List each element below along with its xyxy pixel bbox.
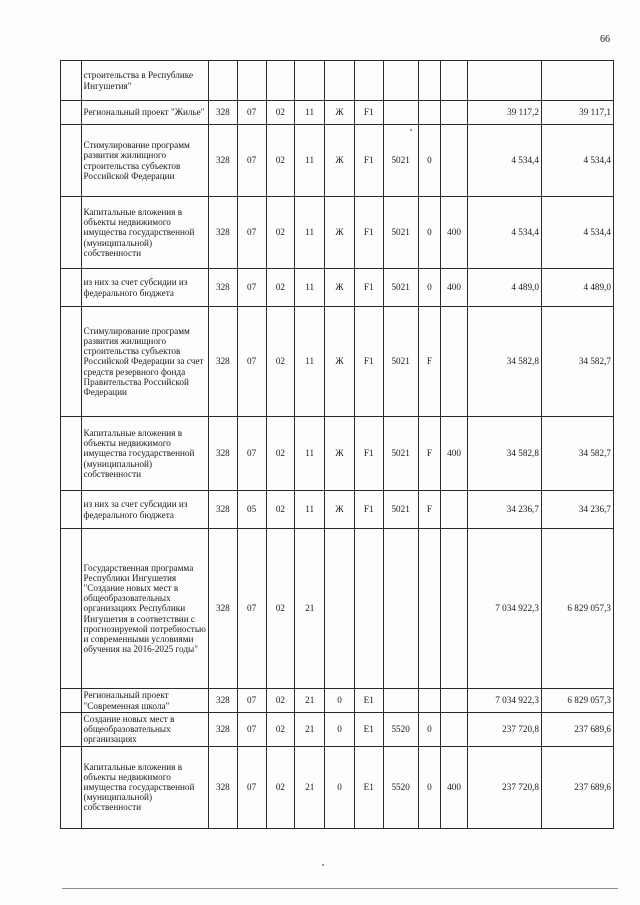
row-code-c6: E1 [354,746,383,828]
row-amount-v2: 237 689,6 [541,746,613,828]
row-code-c2: 07 [237,746,266,828]
row-name: Капитальные вложения в объекты недвижимого имущества государственной (муниципальной) собственности [81,746,208,828]
row-code-c7: 5021 [383,269,418,307]
row-code-c8: 0 [418,197,441,269]
row-amount-v1: 237 720,8 [467,746,541,828]
row-code-c5: Ж [325,125,355,197]
row-amount-v2: 34 582,7 [541,417,613,491]
row-amount-v1: 39 117,2 [467,101,541,125]
row-code-c2: 07 [237,101,266,125]
row-code-c1: 328 [209,307,238,417]
budget-table [60,60,614,829]
row-margin-cell [61,197,82,269]
row-amount-v2: 4 534,4 [541,125,613,197]
row-margin-cell [61,125,82,197]
row-code-c6 [354,529,383,689]
row-name: Создание новых мест в общеобразовательных организациях [81,713,208,747]
row-code-c5: Ж [325,101,355,125]
table-row [61,307,614,417]
row-amount-v2: 6 829 057,3 [541,529,613,689]
row-code-c7: 5021 [383,491,418,529]
table-body [61,61,614,829]
row-code-c5 [325,529,355,689]
row-name: из них за счет субсидии из федерального бюджета [81,269,208,307]
row-code-c1: 328 [209,125,238,197]
row-code-c6: F1 [354,307,383,417]
table-row [61,713,614,747]
row-code-c2: 07 [237,269,266,307]
row-margin-cell [61,417,82,491]
row-code-c3: 02 [266,101,295,125]
row-code-c8: F [418,491,441,529]
row-code-c1: 328 [209,101,238,125]
row-code-c2: 07 [237,713,266,747]
page-bottom-rule [62,888,618,889]
row-code-c7 [383,689,418,713]
row-amount-v1: 4 534,4 [467,197,541,269]
row-code-c1: 328 [209,269,238,307]
row-code-c2: 07 [237,197,266,269]
row-margin-cell [61,689,82,713]
row-code-c3: 02 [266,307,295,417]
row-code-c3: 02 [266,269,295,307]
row-code-c3: 02 [266,197,295,269]
row-amount-v1: 34 582,8 [467,307,541,417]
row-code-c4: 11 [295,269,325,307]
row-amount-v1: 237 720,8 [467,713,541,747]
row-name: Капитальные вложения в объекты недвижимого имущества государственной (муниципальной) собственности [81,197,208,269]
row-code-c9 [441,125,468,197]
row-code-c8: 0 [418,746,441,828]
row-code-c7: 5021 [383,197,418,269]
page-number: 66 [600,34,610,45]
table-row [61,61,614,101]
row-code-c3: 02 [266,689,295,713]
row-code-c6: F1 [354,101,383,125]
row-code-c6: F1 [354,491,383,529]
row-code-c5: 0 [325,713,355,747]
row-code-c8: F [418,307,441,417]
row-margin-cell [61,269,82,307]
row-code-c8: 0 [418,269,441,307]
row-code-c7 [383,529,418,689]
row-amount-v1: 34 582,8 [467,417,541,491]
row-code-c9: 400 [441,197,468,269]
row-name: Региональный проект "Современная школа" [81,689,208,713]
row-name: Региональный проект "Жилье" [81,101,208,125]
row-code-c7: 5520 [383,713,418,747]
row-code-c6: F1 [354,417,383,491]
row-code-c2: 07 [237,125,266,197]
row-code-c1 [209,61,238,101]
row-margin-cell [61,491,82,529]
row-code-c8: F [418,417,441,491]
row-code-c7: 5021 [383,417,418,491]
table-row [61,529,614,689]
table-row [61,746,614,828]
row-amount-v2: 6 829 057,3 [541,689,613,713]
row-code-c4: 21 [295,746,325,828]
row-amount-v1 [467,61,541,101]
row-code-c1: 328 [209,197,238,269]
row-code-c1: 328 [209,713,238,747]
row-code-c1: 328 [209,417,238,491]
row-code-c5: Ж [325,269,355,307]
row-code-c6 [354,61,383,101]
row-code-c4: 21 [295,713,325,747]
row-code-c9 [441,529,468,689]
row-code-c9 [441,713,468,747]
row-amount-v2: 4 489,0 [541,269,613,307]
row-code-c5: Ж [325,197,355,269]
row-margin-cell [61,529,82,689]
row-amount-v1: 7 034 922,3 [467,529,541,689]
table-row [61,197,614,269]
row-margin-cell [61,307,82,417]
row-code-c2: 07 [237,529,266,689]
row-code-c1: 328 [209,529,238,689]
row-code-c5 [325,61,355,101]
row-code-c4: 11 [295,197,325,269]
row-code-c2 [237,61,266,101]
row-code-c7: 5021 [383,307,418,417]
scan-speck [322,864,324,866]
row-code-c3 [266,61,295,101]
row-code-c3: 02 [266,491,295,529]
row-code-c8 [418,101,441,125]
row-code-c5: Ж [325,417,355,491]
row-code-c9 [441,61,468,101]
row-code-c8 [418,529,441,689]
row-code-c3: 02 [266,417,295,491]
row-amount-v2: 39 117,1 [541,101,613,125]
row-code-c2: 07 [237,307,266,417]
row-code-c9 [441,689,468,713]
row-margin-cell [61,61,82,101]
row-code-c8: 0 [418,713,441,747]
row-code-c7: 5520 [383,746,418,828]
row-code-c5: 0 [325,689,355,713]
row-margin-cell [61,713,82,747]
row-code-c6: F1 [354,197,383,269]
row-code-c8 [418,689,441,713]
row-code-c9 [441,307,468,417]
row-margin-cell [61,746,82,828]
row-code-c4: 21 [295,689,325,713]
table-row [61,491,614,529]
row-code-c2: 07 [237,689,266,713]
row-code-c9: 400 [441,269,468,307]
row-code-c5: 0 [325,746,355,828]
row-code-c6: E1 [354,713,383,747]
row-amount-v1: 7 034 922,3 [467,689,541,713]
row-code-c5: Ж [325,307,355,417]
row-code-c1: 328 [209,689,238,713]
row-code-c2: 07 [237,417,266,491]
row-code-c7 [383,101,418,125]
row-code-c4: 11 [295,101,325,125]
row-code-c3: 02 [266,746,295,828]
table-row [61,125,614,197]
scan-speck [410,129,412,131]
row-code-c4 [295,61,325,101]
row-name: Стимулирование программ развития жилищного строительства субъектов Российской Федерации за счет средств резервного фонда Правительства Российской Федерации [81,307,208,417]
row-amount-v2 [541,61,613,101]
table-row [61,101,614,125]
row-code-c4: 21 [295,529,325,689]
row-amount-v1: 4 489,0 [467,269,541,307]
row-code-c1: 328 [209,491,238,529]
row-code-c9 [441,491,468,529]
row-code-c9 [441,101,468,125]
row-name: из них за счет субсидии из федерального бюджета [81,491,208,529]
row-code-c6: F1 [354,125,383,197]
row-code-c3: 02 [266,125,295,197]
row-code-c2: 05 [237,491,266,529]
row-amount-v1: 34 236,7 [467,491,541,529]
row-code-c9: 400 [441,417,468,491]
row-code-c7 [383,61,418,101]
row-name: строительства в Республике Ингушетия" [81,61,208,101]
row-code-c3: 02 [266,713,295,747]
row-code-c1: 328 [209,746,238,828]
row-code-c7: 5021 [383,125,418,197]
row-code-c6: E1 [354,689,383,713]
row-code-c4: 11 [295,417,325,491]
row-amount-v2: 34 236,7 [541,491,613,529]
row-code-c9: 400 [441,746,468,828]
row-code-c4: 11 [295,307,325,417]
row-code-c4: 11 [295,491,325,529]
row-code-c6: F1 [354,269,383,307]
row-name: Стимулирование программ развития жилищного строительства субъектов Российской Федерации [81,125,208,197]
row-code-c3: 02 [266,529,295,689]
row-amount-v2: 34 582,7 [541,307,613,417]
table-row [61,689,614,713]
table-row [61,417,614,491]
row-amount-v2: 4 534,4 [541,197,613,269]
row-amount-v1: 4 534,4 [467,125,541,197]
row-name: Капитальные вложения в объекты недвижимого имущества государственной (муниципальной) собственности [81,417,208,491]
row-name: Государственная программа Республики Ингушетия "Создание новых мест в общеобразовательных организациях Республики Ингушетия в соответствии с прогнозируемой потребностью и современными условиями обучения на 2016-2025 годы" [81,529,208,689]
row-code-c8 [418,61,441,101]
table-row [61,269,614,307]
row-code-c8: 0 [418,125,441,197]
row-code-c5: Ж [325,491,355,529]
row-amount-v2: 237 689,6 [541,713,613,747]
row-margin-cell [61,101,82,125]
row-code-c4: 11 [295,125,325,197]
